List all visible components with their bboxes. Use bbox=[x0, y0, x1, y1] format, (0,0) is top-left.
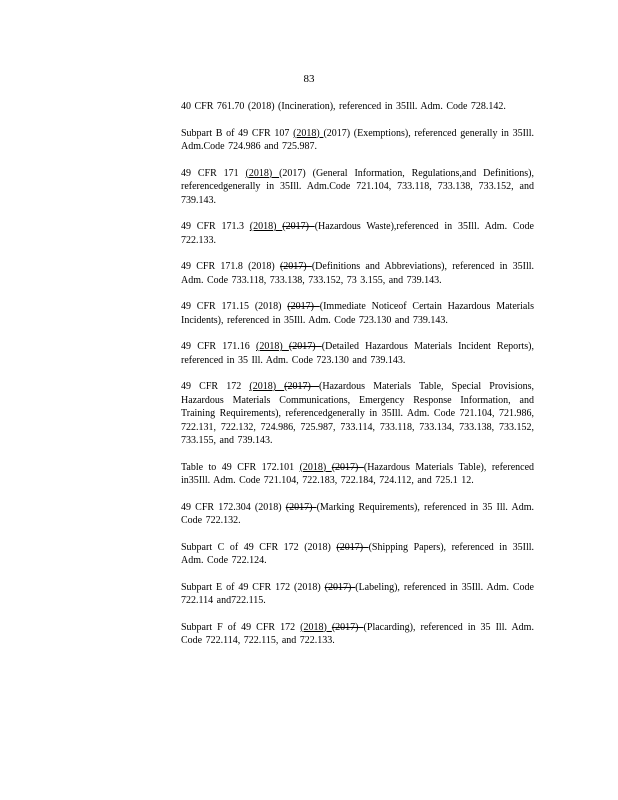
paragraph-text: Table to 49 CFR 172.101 bbox=[181, 461, 300, 473]
paragraph-text: 49 CFR 171.16 bbox=[181, 341, 257, 352]
reference-paragraph bbox=[181, 300, 534, 327]
paragraph-text: 49 CFR 171.15 (2018) bbox=[181, 301, 288, 312]
paragraph-text: 40 CFR 761.70 (2018) (Incineration), referenced in 35Ill. Adm. Code 728.142. bbox=[181, 101, 506, 112]
paragraph-text: (2017) (General Information, Regulations,and Definitions), referencedgenerally in 35Ill. Adm.Code 721.104, 733.118, 733.138, 733.152, and 739.143. bbox=[181, 167, 535, 206]
page-number: 83 bbox=[303, 73, 315, 85]
reference-paragraph bbox=[181, 621, 534, 648]
deleted-text: (2017) bbox=[285, 501, 317, 513]
document-body bbox=[181, 100, 534, 661]
paragraph-text: 49 CFR 171.8 (2018) bbox=[181, 261, 280, 272]
reference-paragraph bbox=[181, 581, 534, 608]
deleted-text: (2017) bbox=[279, 261, 312, 272]
reference-paragraph bbox=[181, 340, 534, 367]
inserted-text: (2018) bbox=[293, 127, 324, 139]
reference-paragraph bbox=[181, 167, 534, 208]
paragraph-text: Subpart C of 49 CFR 172 (2018) bbox=[181, 541, 337, 553]
inserted-text: (2018) bbox=[256, 341, 289, 352]
paragraph-text: (Hazardous Materials Table), referenced in35Ill. Adm. Code 721.104, 722.183, 722.184, 724.112, and 725.1 12. bbox=[181, 461, 535, 486]
deleted-text: (2017) bbox=[287, 301, 320, 312]
paragraph-text: (Detailed Hazardous Materials Incident Reports), referenced in 35 Ill. Adm. Code 723.130 and 739.143. bbox=[181, 341, 534, 366]
reference-paragraph bbox=[181, 127, 534, 154]
paragraph-text: 49 CFR 171 bbox=[181, 167, 246, 179]
paragraph-text: Subpart F of 49 CFR 172 bbox=[181, 621, 301, 633]
paragraph-text: (Labeling), referenced in 35Ill. Adm. Code 722.114 and722.115. bbox=[181, 581, 534, 606]
paragraph-text: (Hazardous Materials Table, Special Provisions, Hazardous Materials Communications, Emergency Response Information, and Training Requirements), referencedgenerally in 35Ill. Adm. Code 721.104, 721.986, 722.131, 722.132, 724.986, 725.987, 733.114, 733.118, 733.134, 733.138, 733.152, 733.155, and 739.143. bbox=[181, 381, 534, 446]
inserted-text: (2018) bbox=[249, 381, 285, 392]
deleted-text: (2017) bbox=[336, 541, 369, 553]
reference-paragraph bbox=[181, 100, 534, 114]
paragraph-text: (Hazardous Waste),referenced in 35Ill. Adm. Code 722.133. bbox=[181, 221, 534, 246]
reference-paragraph bbox=[181, 501, 534, 528]
deleted-text: (2017) bbox=[331, 461, 364, 473]
inserted-text: (2018) bbox=[300, 621, 332, 633]
deleted-text: (2017) bbox=[284, 381, 319, 392]
deleted-text: (2017) bbox=[324, 581, 356, 593]
reference-paragraph bbox=[181, 260, 534, 287]
paragraph-text: 49 CFR 171.3 bbox=[181, 221, 250, 232]
paragraph-text: (Shipping Papers), referenced in 35Ill. Adm. Code 722.124. bbox=[181, 541, 534, 566]
paragraph-text: 49 CFR 172 bbox=[181, 381, 250, 392]
paragraph-text: 49 CFR 172.304 (2018) bbox=[181, 501, 286, 513]
deleted-text: (2017) bbox=[282, 221, 315, 232]
reference-paragraph bbox=[181, 380, 534, 448]
deleted-text: (2017) bbox=[288, 341, 322, 352]
paragraph-text: (Immediate Noticeof Certain Hazardous Materials Incidents), referenced in 35Ill. Adm. Code 723.130 and 739.143. bbox=[181, 301, 534, 326]
paragraph-text: (Marking Requirements), referenced in 35 Ill. Adm. Code 722.132. bbox=[181, 501, 534, 526]
inserted-text: (2018) bbox=[299, 461, 332, 473]
paragraph-text: (Definitions and Abbreviations), referenced in 35Ill. Adm. Code 733.118, 733.138, 733.152, 73 3.155, and 739.143. bbox=[181, 261, 534, 286]
paragraph-text: (2017) (Exemptions), referenced generally in 35Ill. Adm.Code 724.986 and 725.987. bbox=[181, 127, 534, 152]
reference-paragraph bbox=[181, 541, 534, 568]
deleted-text: (2017) bbox=[331, 621, 364, 633]
paragraph-text: (Placarding), referenced in 35 Ill. Adm. Code 722.114, 722.115, and 722.133. bbox=[181, 621, 534, 646]
inserted-text: (2018) bbox=[249, 221, 283, 232]
reference-paragraph bbox=[181, 220, 534, 247]
paragraph-text: Subpart E of 49 CFR 172 (2018) bbox=[181, 581, 325, 593]
reference-paragraph bbox=[181, 461, 534, 488]
paragraph-text: Subpart B of 49 CFR 107 bbox=[181, 127, 294, 139]
inserted-text: (2018) bbox=[245, 167, 280, 179]
